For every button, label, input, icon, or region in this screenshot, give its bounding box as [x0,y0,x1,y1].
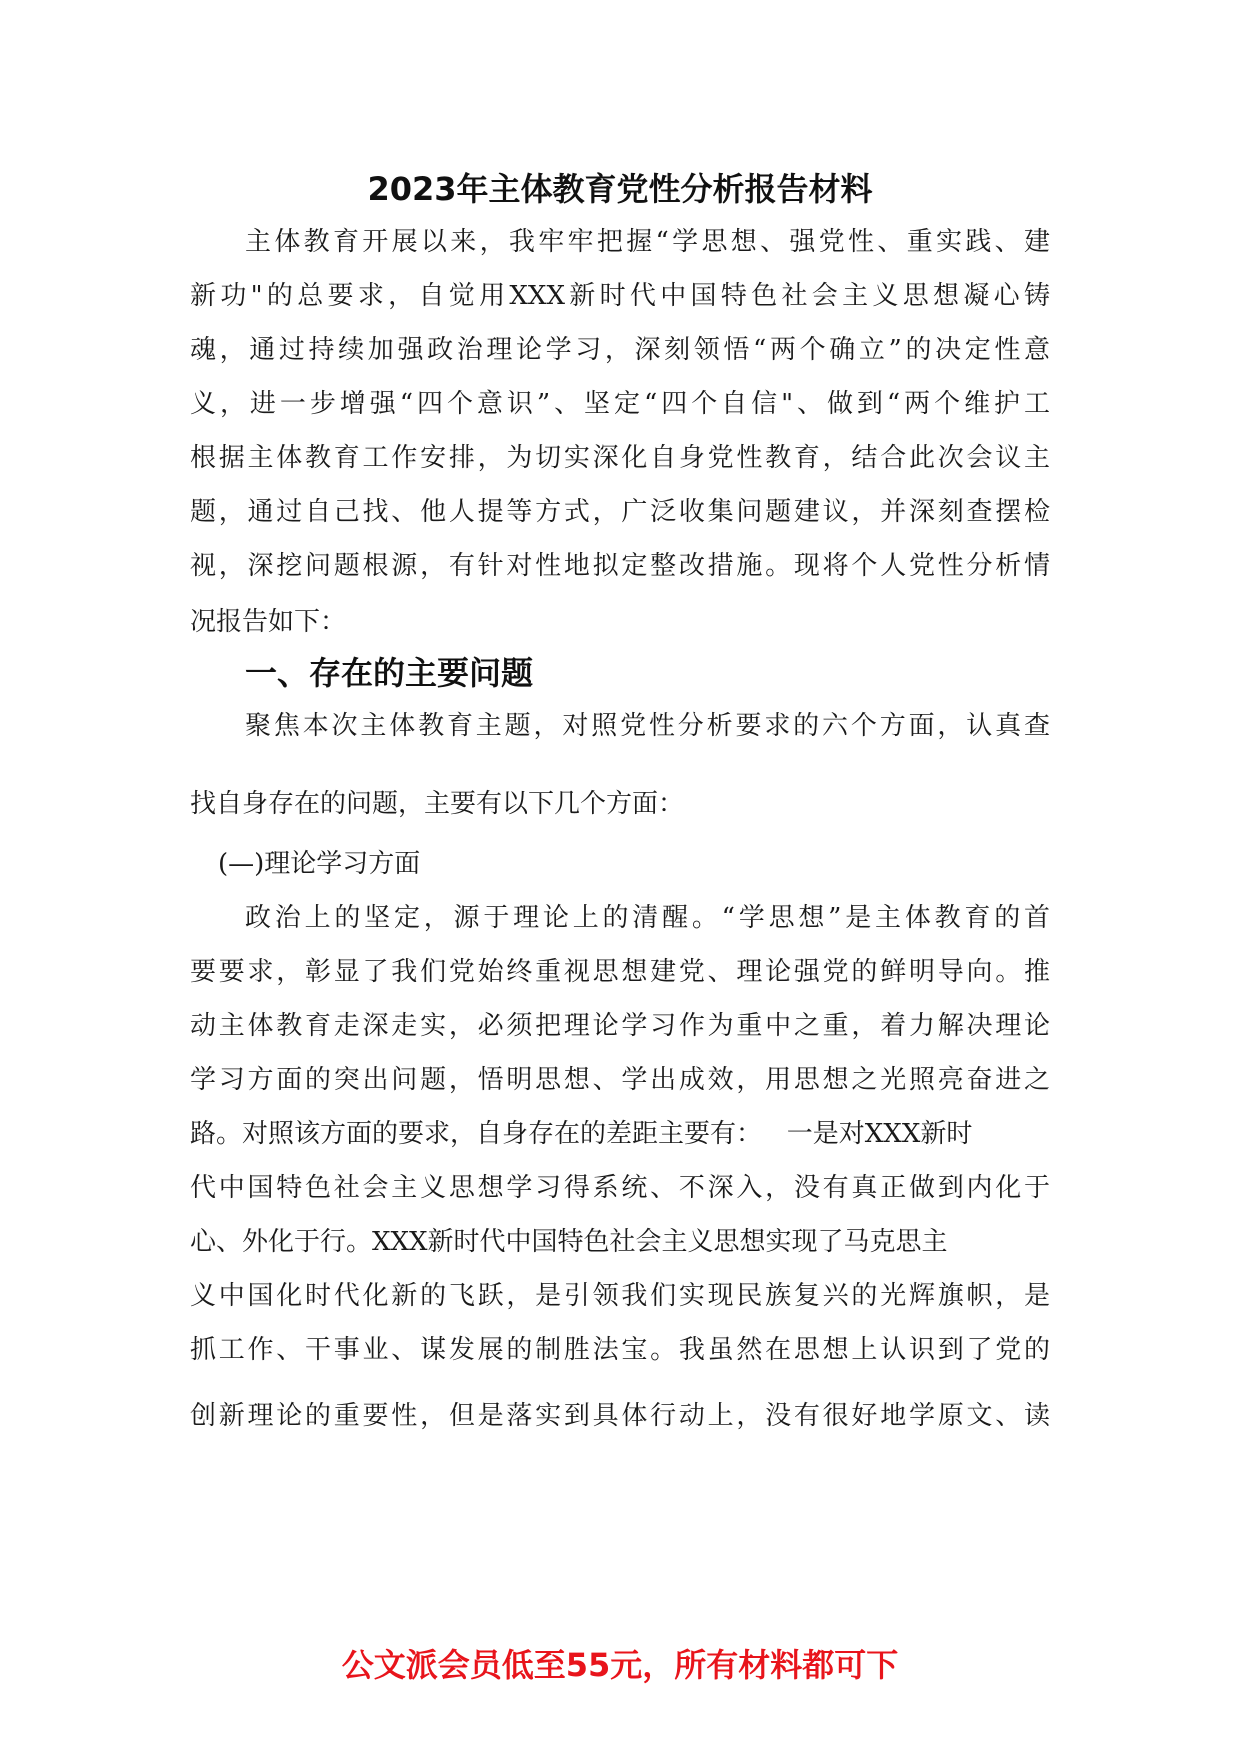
subsection-1-line-3: 动主体教育走深走实，必须把理论学习作为重中之重，着力解决理论 [190,1011,1050,1041]
intro-line-6: 题，通过自己找、他人提等方式，广泛收集问题建议，并深刻查摆检 [190,497,1050,527]
section-1-line-1: 聚焦本次主体教育主题，对照党性分析要求的六个方面，认真查 [245,711,1050,741]
intro-line-3: 魂，通过持续加强政治理论学习，深刻领悟“两个确立”的决定性意 [190,335,1050,365]
subsection-1-line-2: 要要求，彰显了我们党始终重视思想建党、理论强党的鲜明导向。推 [190,957,1050,987]
intro-line-7: 视，深挖问题根源，有针对性地拟定整改措施。现将个人党性分析情 [190,551,1050,581]
intro-line-1: 主体教育开展以来，我牢牢把握“学思想、强党性、重实践、建 [245,227,1050,257]
subsection-1-line-6: 代中国特色社会主义思想学习得系统、不深入，没有真正做到内化于 [190,1173,1050,1203]
section-1-line-2: 找自身存在的问题，主要有以下几个方面： [190,789,685,819]
subsection-1-line-1: 政治上的坚定，源于理论上的清醒。“学思想”是主体教育的首 [245,903,1050,933]
document-title: 2023年主体教育党性分析报告材料 [367,170,873,208]
section-1-heading: 一、存在的主要问题 [245,654,534,692]
subsection-1-line-7: 心、外化于行。XXX新时代中国特色社会主义思想实现了马克思主 [190,1227,948,1257]
subsection-1-line-5: 路。对照该方面的要求，自身存在的差距主要有： 一是对XXX新时 [190,1119,973,1149]
subsection-1-line-8: 义中国化时代化新的飞跃，是引领我们实现民族复兴的光辉旗帜，是 [190,1281,1050,1311]
footer-ad-text[interactable]: 公文派会员低至55元，所有材料都可下 [341,1646,899,1684]
subsection-1-heading: (—)理论学习方面 [218,849,421,879]
subsection-1-line-10: 创新理论的重要性，但是落实到具体行动上，没有很好地学原文、读 [190,1401,1050,1431]
intro-line-5: 根据主体教育工作安排，为切实深化自身党性教育，结合此次会议主 [190,443,1050,473]
subsection-1-line-4: 学习方面的突出问题，悟明思想、学出成效，用思想之光照亮奋进之 [190,1065,1050,1095]
intro-line-2: 新功"的总要求，自觉用XXX新时代中国特色社会主义思想凝心铸 [190,281,1050,311]
subsection-1-line-9: 抓工作、干事业、谋发展的制胜法宝。我虽然在思想上认识到了党的 [190,1335,1050,1365]
intro-line-8: 况报告如下： [190,607,347,637]
intro-line-4: 义，进一步增强“四个意识”、坚定“四个自信"、做到“两个维护工 [190,389,1050,419]
